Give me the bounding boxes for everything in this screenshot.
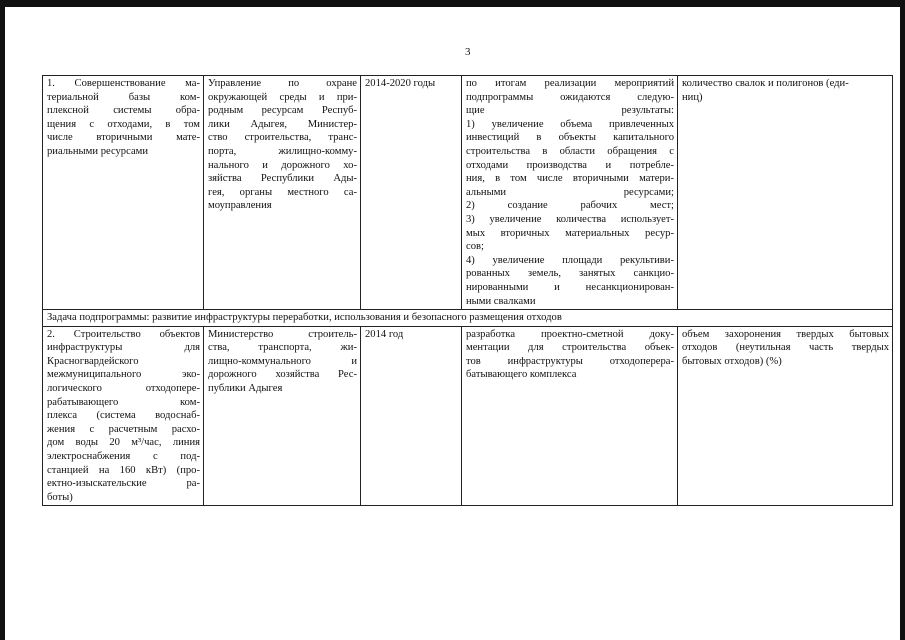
cell-text-line: рабатывающего ком- [47, 396, 200, 408]
measure-cell [43, 326, 204, 506]
cell-text-line: батывающего комплекса [466, 369, 577, 381]
cell-text-line: разработка проектно-сметной доку- [466, 328, 674, 340]
cell-text-line: отходами производства и потребле- [466, 159, 674, 171]
cell-text-line: Красногвардейского [47, 355, 139, 367]
cell-text-line: териальной базы ком- [47, 91, 200, 103]
subheading-cell [43, 310, 893, 327]
cell-text-line: тов инфраструктуры отходоперера- [466, 355, 674, 367]
indicator-cell [678, 76, 893, 310]
cell-text-line: ства, транспорта, жи- [208, 342, 357, 354]
cell-text-line: логического отходопере- [47, 383, 200, 395]
cell-text-line: станцией на 160 кВт) (про- [47, 464, 200, 476]
cell-text-line: нального и дорожного хо- [208, 159, 357, 171]
period-cell [361, 326, 462, 506]
cell-text-line: дом воды 20 м³/час, линия [47, 437, 200, 449]
period-text: 2014 год [365, 328, 404, 340]
executor-cell [204, 76, 361, 310]
period-text: 2014-2020 годы [365, 78, 436, 89]
table-row [43, 326, 893, 506]
results-cell [462, 76, 678, 310]
cell-text-line: плексной системы обра- [47, 105, 200, 117]
cell-text-line: плекса (система водоснаб- [47, 410, 200, 422]
cell-text-line: щения с отходами, в том [47, 118, 200, 130]
cell-text-line: по итогам реализации мероприятий [466, 78, 674, 89]
cell-text-line: межмуниципального эко- [47, 369, 200, 381]
page-number: 3 [465, 46, 471, 58]
cell-text-line: ство строительства, транс- [208, 132, 357, 144]
cell-text-line: моуправления [208, 200, 272, 212]
cell-text-line: 3) увеличение количества использует- [466, 213, 674, 225]
cell-text-line: ния, в том числе вторичными матери- [466, 173, 674, 185]
cell-text-line: 2) создание рабочих мест; [466, 200, 674, 212]
cell-text-line: бытовых отходов) (%) [682, 355, 782, 367]
cell-text-line: Управление по охране [208, 78, 357, 89]
indicator-cell [678, 326, 893, 506]
cell-text-line: подпрограммы ожидаются следую- [466, 91, 674, 103]
cell-text-line: окружающей среды и при- [208, 91, 357, 103]
cell-text-line: нированными и несанкционирован- [466, 281, 674, 293]
table-subheading-row [43, 310, 893, 327]
cell-text-line: числе вторичными мате- [47, 132, 200, 144]
period-cell [361, 76, 462, 310]
cell-text-line: строительства в области обращения с [466, 145, 674, 157]
cell-text-line: порта, жилищно-комму- [208, 145, 357, 157]
cell-text-line: электроснабжения с под- [47, 451, 200, 463]
cell-text-line: отходов (неутильная часть твердых [682, 342, 889, 354]
cell-text-line: ментации для строительства объек- [466, 342, 674, 354]
cell-text-line: ниц) [682, 91, 703, 103]
cell-text-line: 2. Строительство объектов [47, 328, 200, 340]
measure-cell [43, 76, 204, 310]
cell-text-line: родным ресурсам Респуб- [208, 105, 357, 117]
cell-text-line: ными свалками [466, 295, 536, 307]
cell-text-line: 4) увеличение площади рекультиви- [466, 254, 674, 266]
cell-text-line: объем захоронения твердых бытовых [682, 328, 889, 340]
subheading-text: Задача подпрограммы: развитие инфраструктуры переработки, использования и безопасного размещения отходов [47, 312, 562, 324]
cell-text-line: боты) [47, 491, 73, 503]
measures-table [42, 75, 893, 506]
cell-text-line: лики Адыгея, Министер- [208, 118, 357, 130]
executor-cell [204, 326, 361, 506]
cell-text-line: дорожного хозяйства Рес- [208, 369, 357, 381]
cell-text-line: инфраструктуры для [47, 342, 200, 354]
cell-text-line: зяйства Республики Ады- [208, 173, 357, 185]
cell-text-line: альными ресурсами; [466, 186, 674, 198]
scan-border-right [900, 0, 905, 640]
cell-text-line: ектно-изыскательские ра- [47, 478, 200, 490]
cell-text-line: мых вторичных материальных ресур- [466, 227, 674, 239]
cell-text-line: гея, органы местного са- [208, 186, 357, 198]
cell-text-line: количество свалок и полигонов (еди- [682, 78, 849, 89]
scan-border-left [0, 0, 5, 640]
cell-text-line: 1. Совершенствование ма- [47, 78, 200, 89]
scan-border-top [0, 0, 905, 7]
table-row [43, 76, 893, 310]
cell-text-line: 1) увеличение объема привлеченных [466, 118, 674, 130]
cell-text-line: лищно-коммунального и [208, 355, 357, 367]
cell-text-line: Министерство строитель- [208, 328, 357, 340]
cell-text-line: рованных земель, занятых санкцио- [466, 268, 674, 280]
cell-text-line: сов; [466, 241, 484, 253]
cell-text-line: публики Адыгея [208, 383, 283, 395]
cell-text-line: щие результаты: [466, 105, 674, 117]
cell-text-line: жения с расчетным расхо- [47, 423, 200, 435]
cell-text-line: инвестиций в объекты капитального [466, 132, 674, 144]
cell-text-line: риальными ресурсами [47, 145, 149, 157]
results-cell [462, 326, 678, 506]
